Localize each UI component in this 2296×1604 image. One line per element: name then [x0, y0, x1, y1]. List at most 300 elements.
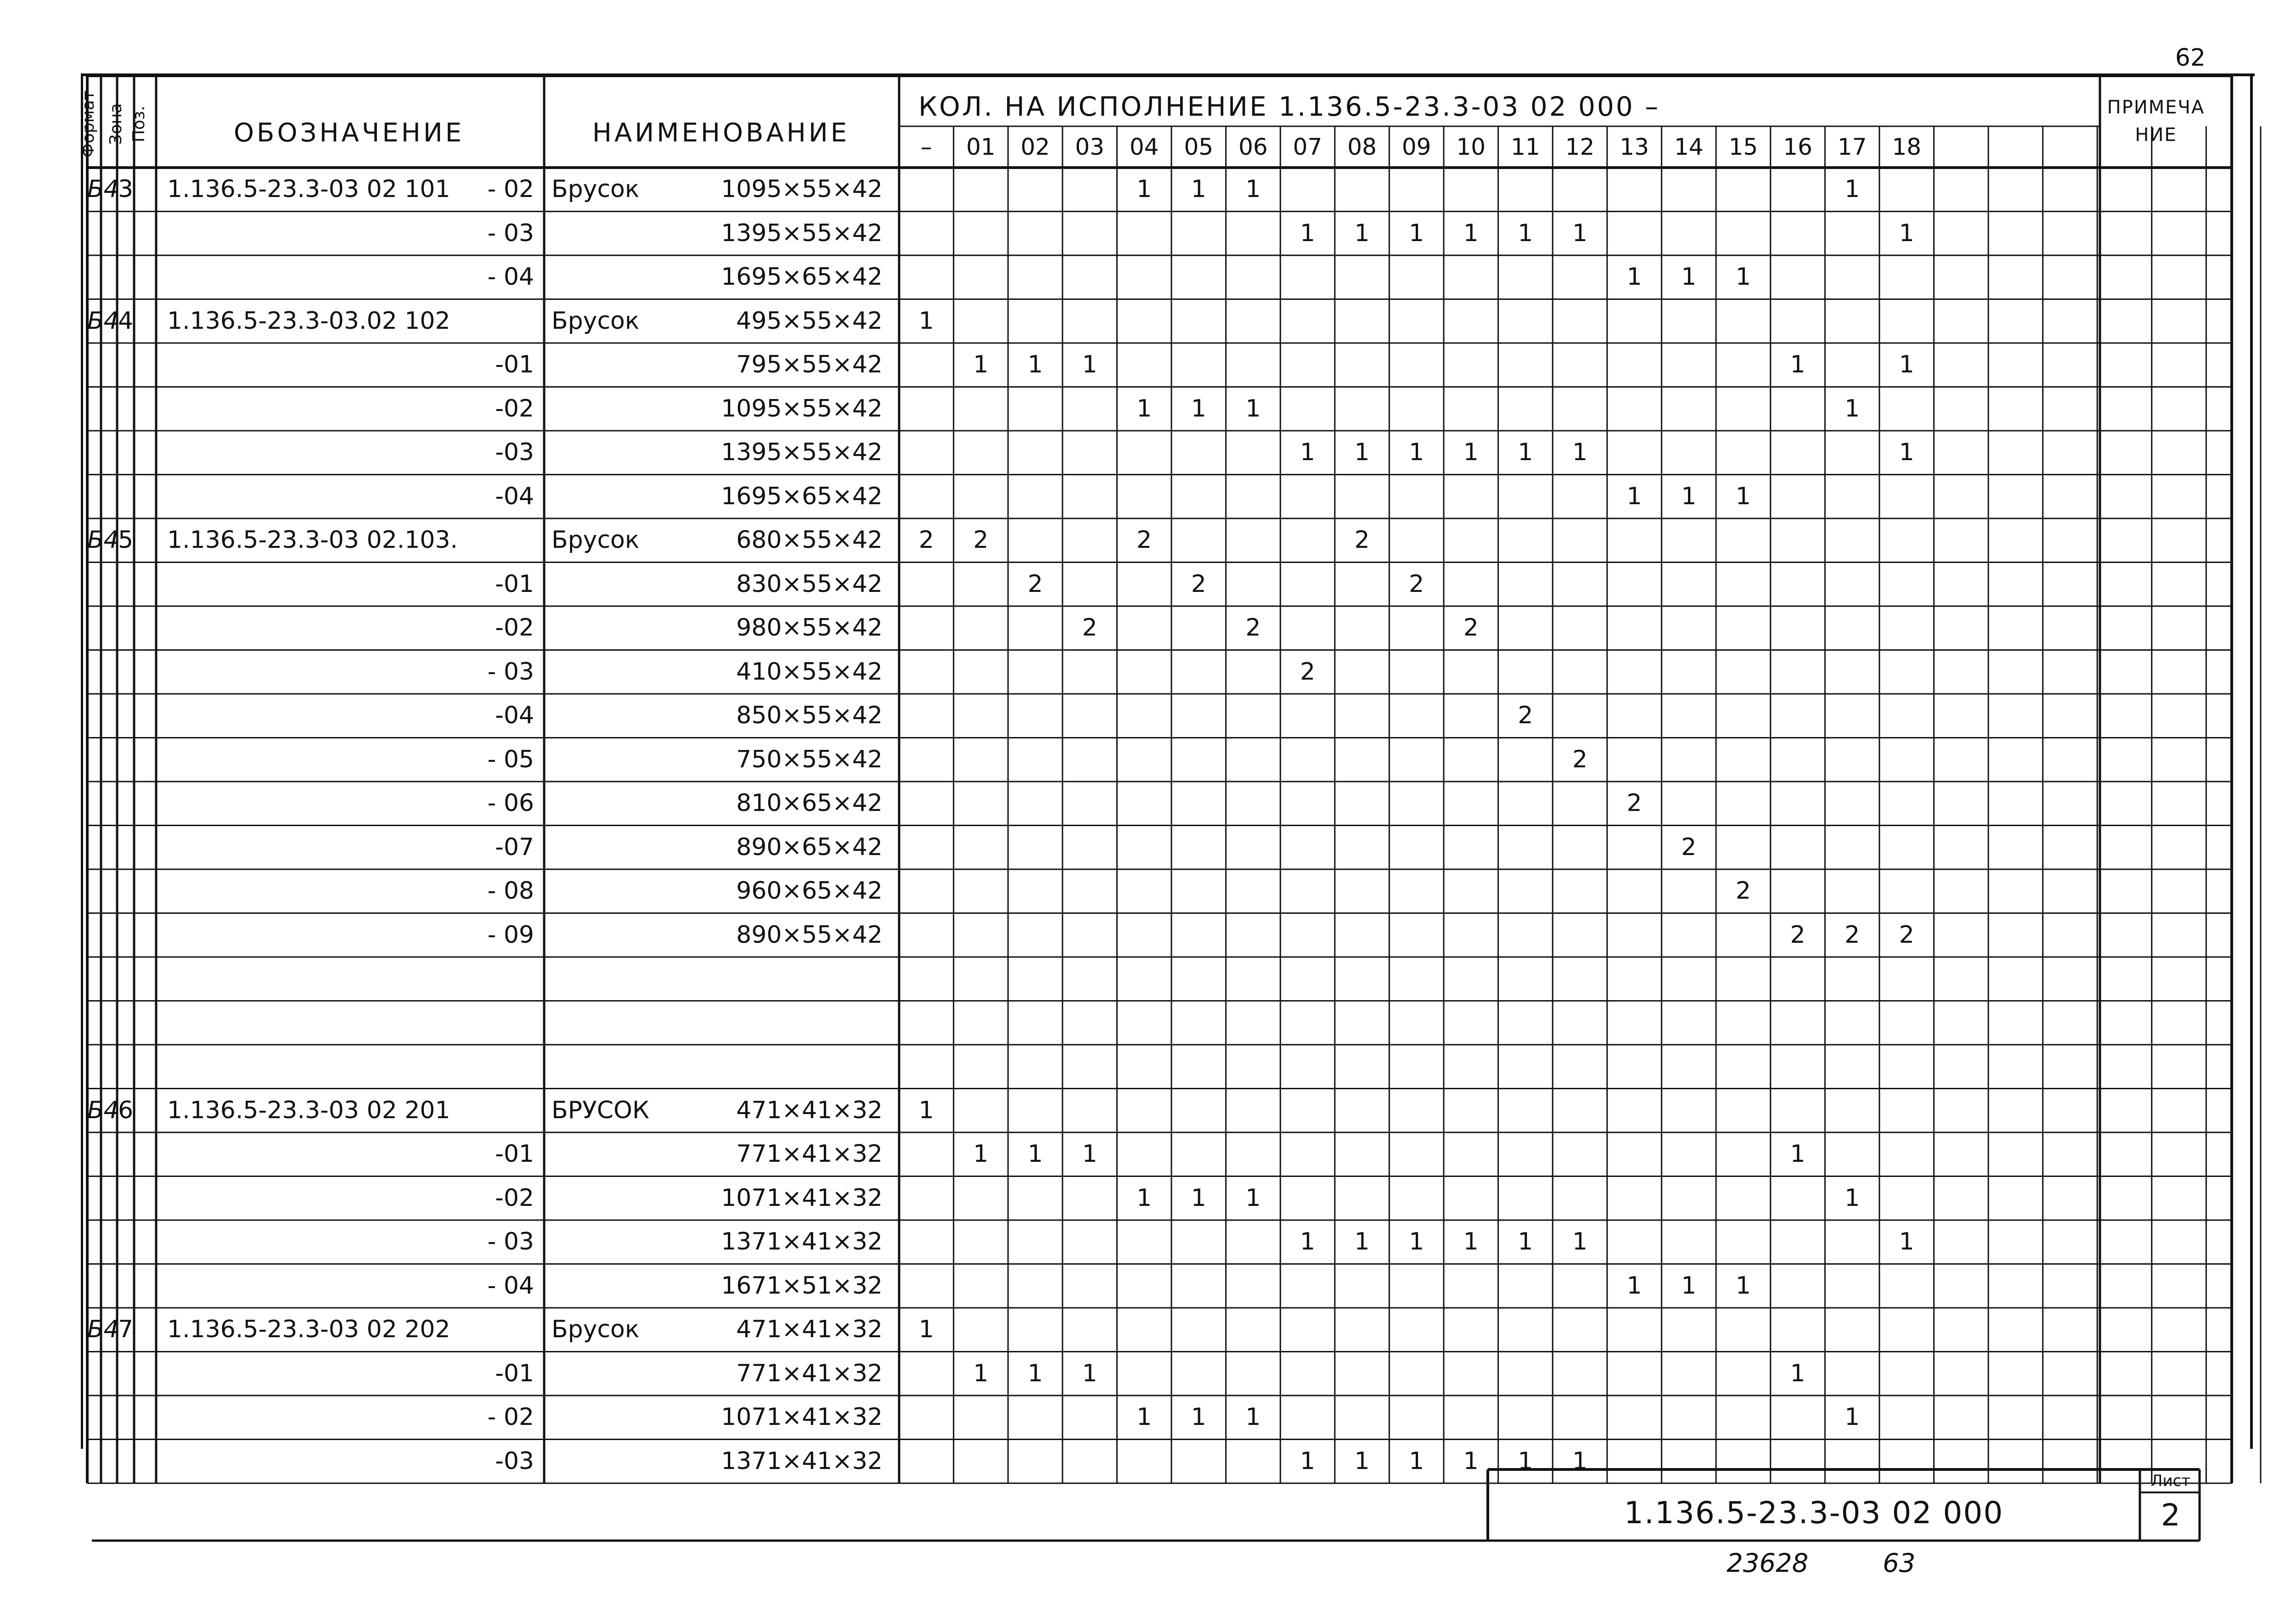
position-cell [117, 1002, 134, 1046]
quantity-cell [1444, 958, 1498, 1002]
position-cell [117, 782, 134, 827]
quantity-cell [1716, 651, 1771, 695]
dimensions-cell: 410×55×42 [736, 658, 883, 686]
quantity-cell [1389, 1090, 1444, 1134]
format-cell [87, 958, 101, 1002]
dimensions-cell: 810×65×42 [736, 789, 883, 817]
quantity-cell [1607, 1090, 1662, 1134]
quantity-cell [1553, 519, 1607, 563]
quantity-cell [1171, 1090, 1226, 1134]
quantity-cell [1063, 300, 1117, 344]
quantity-cell [1825, 1133, 1880, 1177]
quantity-cell [1825, 1265, 1880, 1309]
name-cell [544, 739, 696, 783]
quantity-cell [1607, 1353, 1662, 1397]
quantity-cell [1716, 1441, 1771, 1485]
quantity-cell: 2 [1082, 614, 1097, 642]
quantity-cell: 1 [1572, 219, 1588, 247]
position-cell [117, 914, 134, 958]
format-cell [87, 1353, 101, 1397]
quantity-cell [1226, 827, 1281, 871]
quantity-cell [1553, 1177, 1607, 1221]
quantity-cell [1661, 1133, 1716, 1177]
variant-header-cell: 03 [1075, 134, 1104, 160]
quantity-cell [1553, 782, 1607, 827]
quantity-cell [1171, 914, 1226, 958]
quantity-cell [1008, 388, 1063, 432]
quantity-cell [1444, 1177, 1498, 1221]
quantity-cell [1389, 651, 1444, 695]
quantity-cell [1553, 388, 1607, 432]
quantity-cell [1825, 607, 1880, 651]
variant-header-cell: 07 [1293, 134, 1322, 160]
quantity-cell [1498, 870, 1553, 914]
quantity-cell [1335, 1133, 1390, 1177]
name-cell [544, 1441, 696, 1485]
quantity-cell [1117, 1265, 1171, 1309]
quantity-cell [1226, 432, 1281, 476]
position-cell: 7 [118, 1316, 134, 1343]
quantity-cell [1008, 169, 1063, 213]
quantity-cell [1280, 1309, 1335, 1353]
quantity-cell [1771, 870, 1825, 914]
quantity-cell: 2 [1790, 921, 1806, 949]
position-cell [117, 432, 134, 476]
quantity-cell [1661, 1046, 1716, 1090]
quantity-cell [1008, 695, 1063, 739]
quantity-cell [1226, 1441, 1281, 1485]
quantity-cell [954, 1002, 1008, 1046]
quantity-cell [954, 213, 1008, 257]
quantity-cell [1117, 827, 1171, 871]
quantity-cell: 2 [1626, 789, 1642, 817]
dimensions-cell: 1371×41×32 [721, 1447, 883, 1475]
designation-suffix-cell: - 03 [487, 1228, 534, 1255]
quantity-cell [1825, 563, 1880, 608]
quantity-cell [954, 958, 1008, 1002]
quantity-cell [1063, 1265, 1117, 1309]
name-cell: Брусок [551, 175, 640, 203]
quantity-cell [1661, 739, 1716, 783]
quantity-cell [899, 914, 954, 958]
format-cell [87, 432, 101, 476]
quantity-cell [1063, 1046, 1117, 1090]
quantity-cell [1117, 1002, 1171, 1046]
quantity-cell: 1 [1300, 1447, 1316, 1475]
quantity-cell [1661, 1002, 1716, 1046]
quantity-cell: 1 [1137, 1184, 1152, 1212]
quantity-cell [1880, 827, 1934, 871]
quantity-cell [1607, 1046, 1662, 1090]
quantity-cell [1117, 870, 1171, 914]
quantity-cell [1008, 1090, 1063, 1134]
quantity-cell [1063, 432, 1117, 476]
quantity-cell [954, 388, 1008, 432]
quantity-cell [1716, 1309, 1771, 1353]
dimensions-cell: 890×55×42 [736, 921, 883, 949]
quantity-cell [1063, 1177, 1117, 1221]
quantity-cell [1171, 1002, 1226, 1046]
quantity-cell: 1 [918, 307, 934, 335]
quantity-cell [1171, 651, 1226, 695]
header-name: НАИМЕНОВАНИЕ [592, 118, 850, 148]
quantity-cell [1226, 213, 1281, 257]
quantity-cell: 1 [1899, 1228, 1914, 1255]
designation-cell: 1.136.5-23.3-03 02 101 [167, 175, 450, 203]
quantity-cell [1771, 782, 1825, 827]
quantity-cell: 1 [1844, 394, 1860, 422]
quantity-cell [1498, 300, 1553, 344]
dimensions-cell: 1071×41×32 [721, 1184, 883, 1212]
title-block-sheet-label: Лист [2150, 1472, 2191, 1490]
quantity-cell [1444, 563, 1498, 608]
quantity-cell [1771, 958, 1825, 1002]
dimensions-cell: 960×65×42 [736, 877, 883, 905]
format-cell [87, 476, 101, 520]
quantity-cell [1444, 1090, 1498, 1134]
quantity-cell [1335, 870, 1390, 914]
quantity-cell [1825, 870, 1880, 914]
format-cell [87, 607, 101, 651]
dimensions-cell: 750×55×42 [736, 745, 883, 773]
quantity-cell [1444, 695, 1498, 739]
quantity-cell [1008, 782, 1063, 827]
quantity-cell [1661, 1309, 1716, 1353]
quantity-cell [1171, 782, 1226, 827]
format-cell [87, 1046, 101, 1090]
quantity-cell [1498, 1133, 1553, 1177]
quantity-cell [1226, 1002, 1281, 1046]
quantity-cell [1880, 1090, 1934, 1134]
quantity-cell [1661, 607, 1716, 651]
quantity-cell [1716, 1221, 1771, 1265]
dimensions-cell: 1695×65×42 [721, 263, 883, 291]
quantity-cell [1880, 300, 1934, 344]
name-cell [544, 1133, 696, 1177]
quantity-cell [954, 1396, 1008, 1441]
dimensions-cell: 771×41×32 [736, 1359, 883, 1387]
name-cell [544, 607, 696, 651]
quantity-cell: 1 [1137, 394, 1152, 422]
quantity-cell [1716, 432, 1771, 476]
quantity-cell [1771, 300, 1825, 344]
quantity-cell [1171, 1309, 1226, 1353]
quantity-cell [1716, 344, 1771, 388]
dimensions-cell [691, 958, 899, 1002]
quantity-cell [1117, 1309, 1171, 1353]
quantity-cell [1607, 1441, 1662, 1485]
quantity-cell [1171, 958, 1226, 1002]
header-quantity: КОЛ. НА ИСПОЛНЕНИЕ 1.136.5-23.3-03 02 000 – [918, 91, 1660, 122]
quantity-cell [1661, 1353, 1716, 1397]
quantity-cell [1607, 1177, 1662, 1221]
quantity-cell [1444, 1309, 1498, 1353]
position-cell [117, 1396, 134, 1441]
quantity-cell [1444, 1353, 1498, 1397]
quantity-cell [1880, 1133, 1934, 1177]
quantity-cell: 2 [1409, 570, 1424, 598]
quantity-cell [1226, 1353, 1281, 1397]
quantity-cell [1226, 300, 1281, 344]
quantity-cell [1117, 1441, 1171, 1485]
quantity-cell [1607, 607, 1662, 651]
quantity-cell [1389, 958, 1444, 1002]
dimensions-cell: 1671×51×32 [721, 1272, 883, 1300]
quantity-cell [1335, 1353, 1390, 1397]
quantity-cell [1389, 476, 1444, 520]
quantity-cell [1661, 519, 1716, 563]
quantity-cell [1607, 563, 1662, 608]
quantity-cell [1226, 1265, 1281, 1309]
quantity-cell [899, 739, 954, 783]
quantity-cell [1771, 1046, 1825, 1090]
name-cell: Брусок [551, 307, 640, 335]
quantity-cell [1389, 1133, 1444, 1177]
quantity-cell [1880, 607, 1934, 651]
quantity-cell [954, 300, 1008, 344]
designation-suffix-cell: -01 [495, 351, 534, 378]
quantity-cell [1607, 739, 1662, 783]
quantity-cell [1661, 169, 1716, 213]
quantity-cell [1226, 651, 1281, 695]
quantity-cell [1389, 739, 1444, 783]
quantity-cell [1825, 432, 1880, 476]
quantity-cell [1444, 1396, 1498, 1441]
quantity-cell [1716, 1353, 1771, 1397]
quantity-cell [1661, 344, 1716, 388]
quantity-cell [1389, 344, 1444, 388]
quantity-cell [1444, 827, 1498, 871]
quantity-cell [1825, 476, 1880, 520]
quantity-cell [1335, 1396, 1390, 1441]
quantity-cell [1280, 300, 1335, 344]
designation-suffix-cell: -01 [495, 1359, 534, 1387]
format-cell [87, 344, 101, 388]
quantity-cell [1607, 519, 1662, 563]
quantity-cell: 1 [1844, 1403, 1860, 1431]
quantity-cell [1771, 169, 1825, 213]
quantity-cell [1498, 739, 1553, 783]
quantity-cell [1280, 388, 1335, 432]
quantity-cell [1008, 607, 1063, 651]
quantity-cell [1553, 1133, 1607, 1177]
quantity-cell [1117, 1133, 1171, 1177]
quantity-cell [954, 607, 1008, 651]
position-cell: 4 [118, 307, 134, 335]
name-cell [544, 388, 696, 432]
quantity-cell: 1 [1463, 439, 1479, 466]
quantity-cell [1008, 958, 1063, 1002]
quantity-cell [954, 1046, 1008, 1090]
designation-suffix-cell: - 02 [487, 1403, 534, 1431]
quantity-cell: 1 [1027, 351, 1043, 378]
quantity-cell [1063, 1309, 1117, 1353]
quantity-cell [1825, 300, 1880, 344]
quantity-cell [1280, 958, 1335, 1002]
quantity-cell [1498, 827, 1553, 871]
position-cell [117, 344, 134, 388]
quantity-cell [1553, 695, 1607, 739]
quantity-cell [1444, 344, 1498, 388]
quantity-cell [1716, 213, 1771, 257]
quantity-cell [1389, 1046, 1444, 1090]
quantity-cell [1280, 870, 1335, 914]
dimensions-cell: 495×55×42 [736, 307, 883, 335]
format-cell [87, 388, 101, 432]
quantity-cell [1117, 476, 1171, 520]
quantity-cell [1063, 388, 1117, 432]
quantity-cell [1553, 1396, 1607, 1441]
quantity-cell [899, 1133, 954, 1177]
title-block-document-code: 1.136.5-23.3-03 02 000 [1624, 1495, 2004, 1531]
quantity-cell: 1 [1300, 1228, 1316, 1255]
name-cell [544, 476, 696, 520]
quantity-cell [1771, 519, 1825, 563]
format-cell [87, 739, 101, 783]
quantity-cell [1008, 1265, 1063, 1309]
quantity-cell [1607, 344, 1662, 388]
header-zone: Зона [107, 103, 125, 145]
quantity-cell [1226, 914, 1281, 958]
quantity-cell [1117, 739, 1171, 783]
quantity-cell [1117, 607, 1171, 651]
quantity-cell [1444, 1002, 1498, 1046]
footer-number-2: 63 [1883, 1548, 1916, 1578]
quantity-cell [1771, 1396, 1825, 1441]
quantity-cell [1825, 827, 1880, 871]
quantity-cell [1716, 782, 1771, 827]
quantity-cell [1171, 739, 1226, 783]
quantity-cell [1335, 256, 1390, 300]
quantity-cell: 2 [1245, 614, 1261, 642]
quantity-cell [1335, 739, 1390, 783]
quantity-cell [1825, 1441, 1880, 1485]
quantity-cell [899, 256, 954, 300]
quantity-cell [1444, 914, 1498, 958]
quantity-cell [1553, 1265, 1607, 1309]
position-cell [117, 213, 134, 257]
quantity-cell: 1 [1463, 1228, 1479, 1255]
variant-header-cell: 02 [1020, 134, 1050, 160]
quantity-cell [899, 1046, 954, 1090]
format-cell [87, 563, 101, 608]
quantity-cell [899, 213, 954, 257]
quantity-cell [1607, 827, 1662, 871]
quantity-cell [1825, 651, 1880, 695]
quantity-cell: 1 [1354, 1228, 1370, 1255]
quantity-cell [1607, 695, 1662, 739]
quantity-cell [1607, 1309, 1662, 1353]
quantity-cell: 2 [918, 526, 934, 554]
quantity-cell [899, 695, 954, 739]
quantity-cell [1335, 1177, 1390, 1221]
dimensions-cell: 471×41×32 [736, 1316, 883, 1343]
quantity-cell [1280, 739, 1335, 783]
quantity-cell: 1 [1735, 1272, 1751, 1300]
quantity-cell [1444, 388, 1498, 432]
variant-header-cell: 05 [1184, 134, 1214, 160]
quantity-cell [1280, 695, 1335, 739]
format-cell [87, 827, 101, 871]
quantity-cell [1063, 958, 1117, 1002]
quantity-cell [1280, 1353, 1335, 1397]
quantity-cell: 1 [1844, 1184, 1860, 1212]
header-note-line2: НИЕ [2135, 124, 2177, 146]
quantity-cell [1771, 256, 1825, 300]
quantity-cell [899, 563, 954, 608]
quantity-cell [1117, 651, 1171, 695]
quantity-cell [1280, 782, 1335, 827]
quantity-cell: 1 [1790, 1140, 1806, 1168]
quantity-cell: 1 [1518, 1447, 1533, 1475]
quantity-cell: 1 [1572, 439, 1588, 466]
quantity-cell [1063, 914, 1117, 958]
variant-header-cell: 06 [1238, 134, 1268, 160]
position-cell [117, 388, 134, 432]
quantity-cell [954, 432, 1008, 476]
position-cell [117, 1133, 134, 1177]
footer-number-1: 23628 [1727, 1548, 1809, 1578]
quantity-cell: 1 [1082, 1140, 1097, 1168]
quantity-cell [1335, 1265, 1390, 1309]
quantity-cell [1498, 1002, 1553, 1046]
quantity-cell [1226, 695, 1281, 739]
quantity-cell: 1 [1735, 263, 1751, 291]
quantity-cell [1661, 213, 1716, 257]
quantity-cell [1880, 958, 1934, 1002]
quantity-cell [1825, 782, 1880, 827]
quantity-cell [1661, 563, 1716, 608]
quantity-cell [899, 169, 954, 213]
quantity-cell [1063, 1090, 1117, 1134]
quantity-cell [1716, 827, 1771, 871]
format-cell [87, 256, 101, 300]
variant-header-cell: 15 [1728, 134, 1758, 160]
quantity-cell [1117, 563, 1171, 608]
quantity-cell [1389, 1265, 1444, 1309]
quantity-cell [1661, 651, 1716, 695]
quantity-cell: 1 [1844, 175, 1860, 203]
quantity-cell [1063, 695, 1117, 739]
quantity-cell: 1 [1790, 351, 1806, 378]
quantity-cell [1498, 1177, 1553, 1221]
quantity-cell: 1 [1518, 439, 1533, 466]
quantity-cell [1008, 827, 1063, 871]
quantity-cell: 1 [1735, 482, 1751, 510]
designation-suffix-cell [432, 1090, 544, 1134]
quantity-cell [1171, 519, 1226, 563]
quantity-cell [1661, 1090, 1716, 1134]
quantity-cell [1226, 958, 1281, 1002]
quantity-cell [1063, 1221, 1117, 1265]
quantity-cell [1444, 519, 1498, 563]
quantity-cell [1553, 1002, 1607, 1046]
quantity-cell: 1 [1245, 175, 1261, 203]
designation-suffix-cell: - 03 [487, 219, 534, 247]
designation-cell: 1.136.5-23.3-03.02 102 [167, 307, 450, 335]
quantity-cell [1280, 827, 1335, 871]
quantity-cell [1498, 169, 1553, 213]
quantity-cell [1008, 1309, 1063, 1353]
quantity-cell [1498, 782, 1553, 827]
quantity-cell [1553, 827, 1607, 871]
quantity-cell [954, 1177, 1008, 1221]
quantity-cell [1498, 388, 1553, 432]
quantity-cell [1389, 1177, 1444, 1221]
quantity-cell: 1 [1572, 1447, 1588, 1475]
quantity-cell [1716, 1090, 1771, 1134]
variant-header-cell: 14 [1674, 134, 1704, 160]
